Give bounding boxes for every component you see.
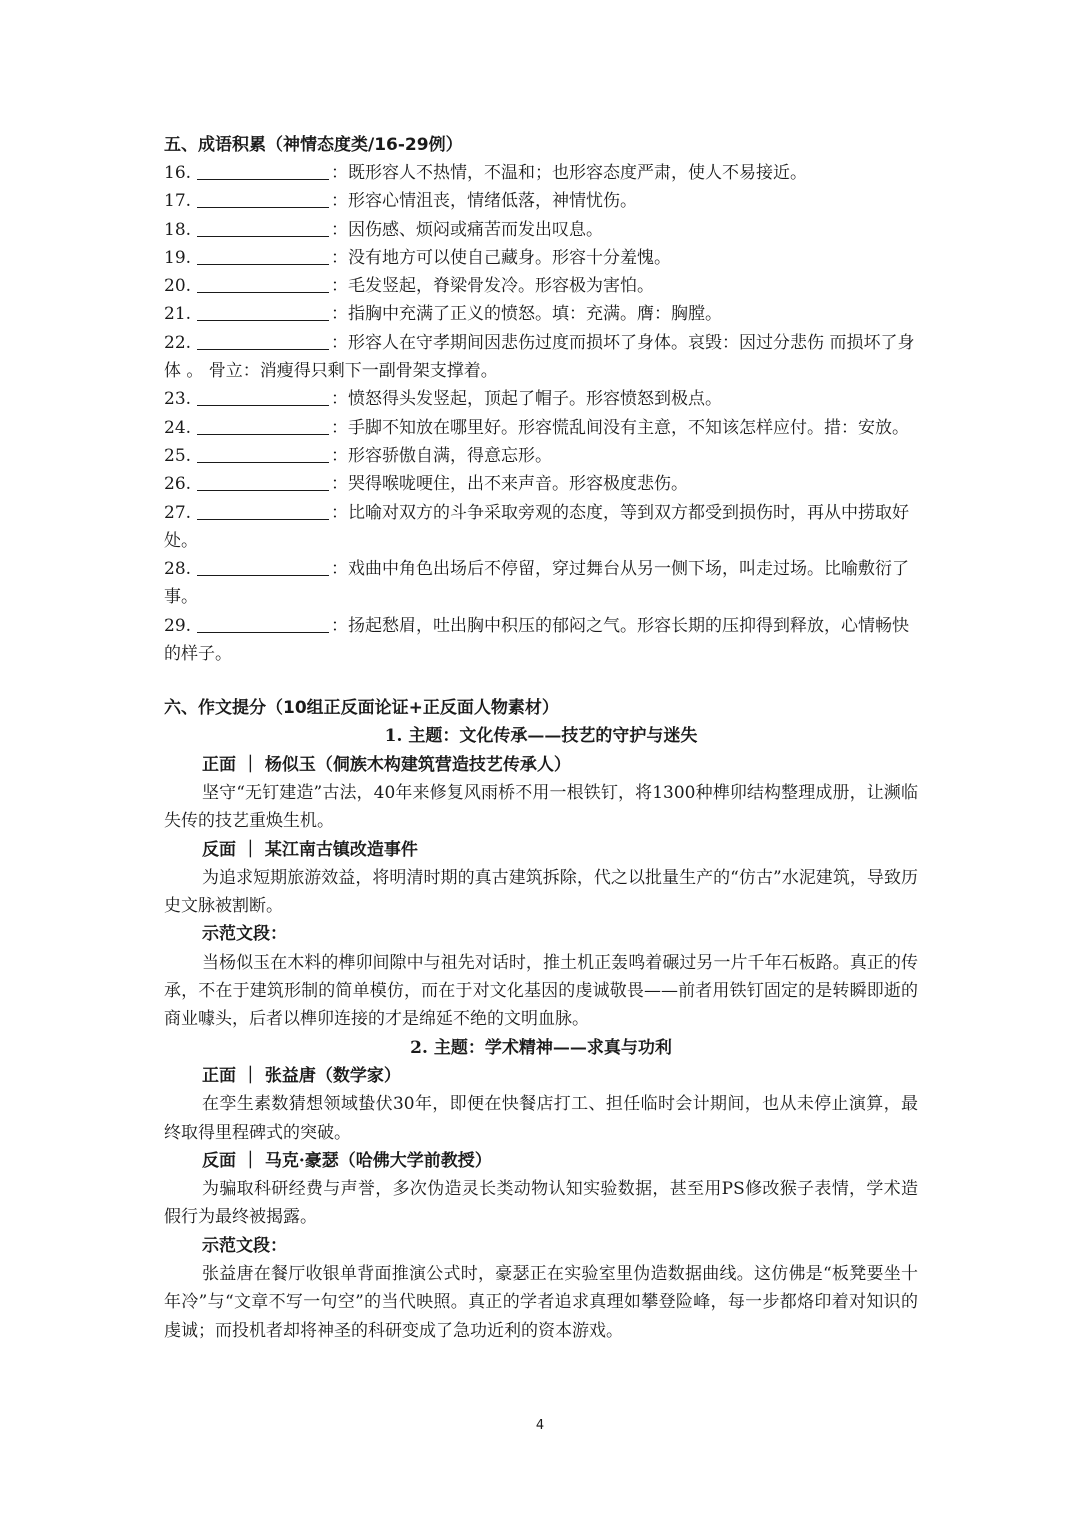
idiom-definition: ：扬起愁眉，吐出胸中积压的郁闷之气。形容长期的压抑得到释放，心情畅快的样子。 <box>164 615 910 665</box>
answer-blank[interactable] <box>197 387 329 406</box>
demo-paragraph-text: 当杨似玉在木料的榫卯间隙中与祖先对话时，推土机正轰鸣着碾过另一片千年石板路。真正的传承，不在于建筑形制的简单模仿，而在于对文化基因的虔诚敬畏——前者用铁钉固定的是转瞬即逝的商业噱头，后者以榫卯连接的才是绵延不绝的文明血脉。 <box>164 952 918 1030</box>
idiom-entry <box>164 300 918 328</box>
idiom-definition: ：形容骄傲自满，得意忘形。 <box>331 445 553 466</box>
idiom-entry <box>164 385 918 413</box>
answer-blank[interactable] <box>197 416 329 435</box>
idiom-definition: ：因伤感、烦闷或痛苦而发出叹息。 <box>331 219 604 240</box>
answer-blank[interactable] <box>197 472 329 491</box>
section-heading-essay: 六、作文提分（10组正反面论证+正反面人物素材） <box>164 698 559 719</box>
negative-example-text: 为骗取科研经费与声誉，多次伪造灵长类动物认知实验数据，甚至用PS修改猴子表情，学术造假行为最终被揭露。 <box>164 1179 918 1228</box>
section-heading-idioms: 五、成语积累（神情态度类/16-29例） <box>164 135 463 155</box>
topic-title: 1. 主题：文化传承——技艺的守护与迷失 <box>384 726 698 747</box>
idiom-entry <box>164 272 918 300</box>
idiom-definition: ：既形容人不热情，不温和；也形容态度严肃，使人不易接近。 <box>331 163 808 183</box>
idiom-entry <box>164 612 918 669</box>
negative-example-label: 反面 ｜ 马克·豪瑟（哈佛大学前教授） <box>202 1150 492 1171</box>
idiom-definition: ：指胸中充满了正义的愤怒。填：充满。膺：胸膛。 <box>331 304 723 325</box>
idiom-entry <box>164 159 918 187</box>
idiom-entry <box>164 470 918 498</box>
answer-blank[interactable] <box>197 218 329 237</box>
topic-title: 2. 主题：学术精神——求真与功利 <box>410 1037 672 1058</box>
idiom-definition: ：毛发竖起，脊梁骨发冷。形容极为害怕。 <box>331 276 655 297</box>
idiom-entry <box>164 329 918 386</box>
idiom-definition: ：手脚不知放在哪里好。形容慌乱间没有主意，不知该怎样应付。措：安放。 <box>331 417 910 438</box>
answer-blank[interactable] <box>197 614 329 633</box>
idiom-definition: ：比喻对双方的斗争采取旁观的态度，等到双方都受到损伤时，再从中捞取好处。 <box>164 502 910 551</box>
idiom-definition: ：哭得喉咙哽住，出不来声音。形容极度悲伤。 <box>331 474 689 495</box>
idiom-number: 18. <box>164 219 192 240</box>
idiom-entry <box>164 244 918 272</box>
answer-blank[interactable] <box>197 331 329 350</box>
demo-paragraph-label: 示范文段： <box>202 1235 287 1256</box>
idiom-number: 27. <box>164 502 192 523</box>
page-content <box>164 131 918 1345</box>
answer-blank[interactable] <box>197 444 329 463</box>
page-number: 4 <box>535 1418 545 1433</box>
idiom-number: 26. <box>164 474 192 495</box>
negative-example-label: 反面 ｜ 某江南古镇改造事件 <box>202 839 418 860</box>
idiom-number: 16. <box>164 163 192 183</box>
answer-blank[interactable] <box>197 246 329 265</box>
answer-blank[interactable] <box>197 274 329 293</box>
idiom-entry <box>164 499 918 556</box>
idiom-number: 21. <box>164 304 192 325</box>
demo-paragraph-label: 示范文段： <box>202 924 287 945</box>
answer-blank[interactable] <box>197 161 329 180</box>
positive-example-text: 在孪生素数猜想领域蛰伏30年，即便在快餐店打工、担任临时会计期间，也从未停止演算，最终取得里程碑式的突破。 <box>164 1094 918 1143</box>
idiom-number: 25. <box>164 445 192 466</box>
idiom-number: 28. <box>164 559 192 580</box>
idiom-number: 24. <box>164 417 192 438</box>
idiom-definition: ：没有地方可以使自己藏身。形容十分羞愧。 <box>331 247 672 268</box>
idiom-number: 22. <box>164 332 192 353</box>
answer-blank[interactable] <box>197 501 329 520</box>
idiom-definition: ：愤怒得头发竖起，顶起了帽子。形容愤怒到极点。 <box>331 389 723 410</box>
positive-example-label: 正面 ｜ 杨似玉（侗族木构建筑营造技艺传承人） <box>202 754 571 775</box>
positive-example-label: 正面 ｜ 张益唐（数学家） <box>202 1065 401 1086</box>
idiom-entry <box>164 414 918 442</box>
negative-example-text: 为追求短期旅游效益，将明清时期的真古建筑拆除，代之以批量生产的“仿古”水泥建筑，导致历史文脉被割断。 <box>164 867 918 917</box>
demo-paragraph-text: 张益唐在餐厅收银单背面推演公式时，豪瑟正在实验室里伪造数据曲线。这仿佛是“板凳要坐十年冷”与“文章不写一句空”的当代映照。真正的学者追求真理如攀登险峰，每一步都烙印着对知识的虔诚；而投机者却将神圣的科研变成了急功近利的资本游戏。 <box>164 1263 918 1341</box>
idiom-entry <box>164 442 918 470</box>
idiom-number: 29. <box>164 615 192 636</box>
idiom-definition: ：戏曲中角色出场后不停留，穿过舞台从另一侧下场，叫走过场。比喻敷衍了事。 <box>164 559 910 608</box>
idiom-entry <box>164 216 918 244</box>
idiom-number: 17. <box>164 191 192 212</box>
answer-blank[interactable] <box>197 302 329 321</box>
idiom-entry <box>164 187 918 215</box>
idiom-definition: ：形容心情沮丧，情绪低落，神情忧伤。 <box>331 191 638 212</box>
idiom-number: 23. <box>164 389 192 410</box>
idiom-list <box>164 159 918 668</box>
idiom-number: 19. <box>164 247 192 268</box>
idiom-entry <box>164 555 918 612</box>
answer-blank[interactable] <box>197 189 329 208</box>
idiom-number: 20. <box>164 276 192 297</box>
answer-blank[interactable] <box>197 557 329 576</box>
positive-example-text: 坚守“无钉建造”古法，40年来修复风雨桥不用一根铁钉，将1300种榫卯结构整理成册，让濒临失传的技艺重焕生机。 <box>164 782 918 832</box>
idiom-definition: ：形容人在守孝期间因悲伤过度而损坏了身体。哀毁：因过分悲伤 而损坏了身体 。 骨立：消瘦得只剩下一副骨架支撑着。 <box>164 332 915 382</box>
